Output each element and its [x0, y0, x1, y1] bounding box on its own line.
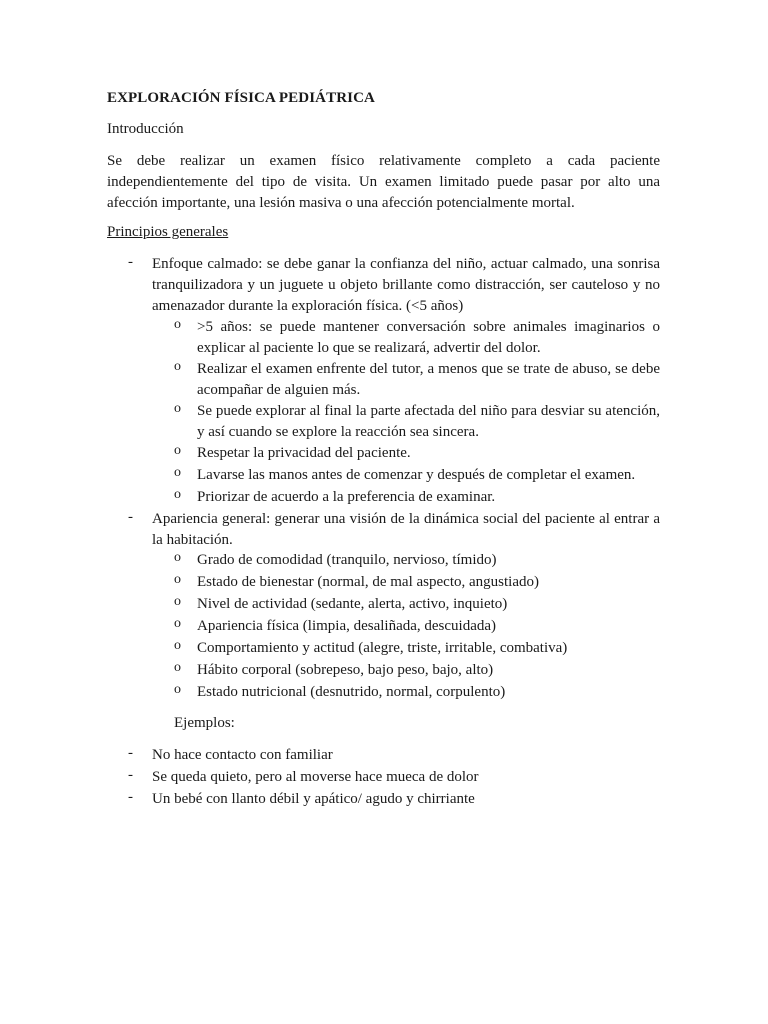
examples-heading: Ejemplos: — [174, 715, 235, 731]
bullet-marker: o — [174, 443, 181, 458]
sub-item-text — [197, 594, 660, 615]
sub-item-line: Priorizar de acuerdo a la preferencia de examinar. — [197, 489, 496, 505]
bullet-marker: o — [174, 317, 181, 332]
sub-item-line: Respetar la privacidad del paciente. — [197, 445, 411, 461]
sub-item-text — [197, 660, 660, 681]
sub-item-line: Nivel de actividad (sedante, alerta, activo, inquieto) — [197, 596, 508, 612]
sub-item-line: y así cuando se explore la reacción sea sincera. — [197, 424, 479, 440]
sub-item-text — [197, 682, 660, 703]
intro-paragraph — [107, 151, 660, 214]
bullet-marker: o — [174, 465, 181, 480]
sub-item-text — [197, 359, 660, 401]
sub-item-line: Apariencia física (limpia, desaliñada, descuidada) — [197, 618, 497, 634]
intro-line: Se debe realizar un examen físico relativamente completo a cada paciente — [107, 153, 660, 169]
sub-item-line: >5 años: se puede mantener conversación sobre animales imaginarios o — [197, 319, 660, 335]
dash-marker: - — [128, 509, 133, 525]
sub-item-line: Grado de comodidad (tranquilo, nervioso, tímido) — [197, 552, 497, 568]
bullet-marker: o — [174, 401, 181, 416]
bullet-marker: o — [174, 550, 181, 565]
document-title: EXPLORACIÓN FÍSICA PEDIÁTRICA — [107, 90, 375, 106]
sub-item-line: Hábito corporal (sobrepeso, bajo peso, bajo, alto) — [197, 662, 494, 678]
sub-item-line: Comportamiento y actitud (alegre, triste, irritable, combativa) — [197, 640, 568, 656]
principle-line: tranquilizadora y un juguete u objeto brillante como distracción, ser cauteloso y no — [152, 277, 660, 293]
principle-line: Enfoque calmado: se debe ganar la confianza del niño, actuar calmado, una sonrisa — [152, 256, 660, 272]
bullet-marker: o — [174, 682, 181, 697]
sub-item-line: explicar al paciente lo que se realizará, advertir del dolor. — [197, 340, 541, 356]
principles-heading: Principios generales — [107, 224, 229, 240]
example-text: Se queda quieto, pero al moverse hace mueca de dolor — [152, 769, 479, 785]
sub-item-line: Se puede explorar al final la parte afectada del niño para desviar su atención, — [197, 403, 660, 419]
bullet-marker: o — [174, 638, 181, 653]
sub-item-line: Estado nutricional (desnutrido, normal, corpulento) — [197, 684, 506, 700]
sub-item-text — [197, 572, 660, 593]
sub-item-text — [197, 550, 660, 571]
intro-heading: Introducción — [107, 121, 184, 137]
sub-item-line: Lavarse las manos antes de comenzar y después de completar el examen. — [197, 467, 636, 483]
bullet-marker: o — [174, 594, 181, 609]
sub-item-line: acompañar de alguien más. — [197, 382, 361, 398]
sub-item-text — [197, 317, 660, 359]
dash-marker: - — [128, 254, 133, 270]
sub-item-text — [197, 487, 660, 508]
sub-item-text — [197, 638, 660, 659]
sub-item-text — [197, 465, 660, 486]
principle-line: Apariencia general: generar una visión de la dinámica social del paciente al entrar a — [152, 511, 660, 527]
bullet-marker: o — [174, 359, 181, 374]
sub-item-text — [197, 616, 660, 637]
dash-marker: - — [128, 745, 133, 761]
example-text: No hace contacto con familiar — [152, 747, 333, 763]
bullet-marker: o — [174, 572, 181, 587]
principle-line: la habitación. — [152, 532, 233, 548]
dash-marker: - — [128, 767, 133, 783]
principle-text — [152, 254, 660, 317]
intro-line: independientemente del tipo de visita. Un examen limitado puede pasar por alto una — [107, 174, 660, 190]
example-text: Un bebé con llanto débil y apático/ agudo y chirriante — [152, 791, 475, 807]
principle-text — [152, 509, 660, 551]
bullet-marker: o — [174, 487, 181, 502]
sub-item-line: Estado de bienestar (normal, de mal aspecto, angustiado) — [197, 574, 539, 590]
bullet-marker: o — [174, 660, 181, 675]
sub-item-text — [197, 443, 660, 464]
sub-item-line: Realizar el examen enfrente del tutor, a menos que se trate de abuso, se debe — [197, 361, 660, 377]
dash-marker: - — [128, 789, 133, 805]
intro-line: afección importante, una lesión masiva o una afección potencialmente mortal. — [107, 195, 575, 211]
principle-line: amenazador durante la exploración física. (<5 años) — [152, 298, 464, 314]
sub-item-text — [197, 401, 660, 443]
bullet-marker: o — [174, 616, 181, 631]
